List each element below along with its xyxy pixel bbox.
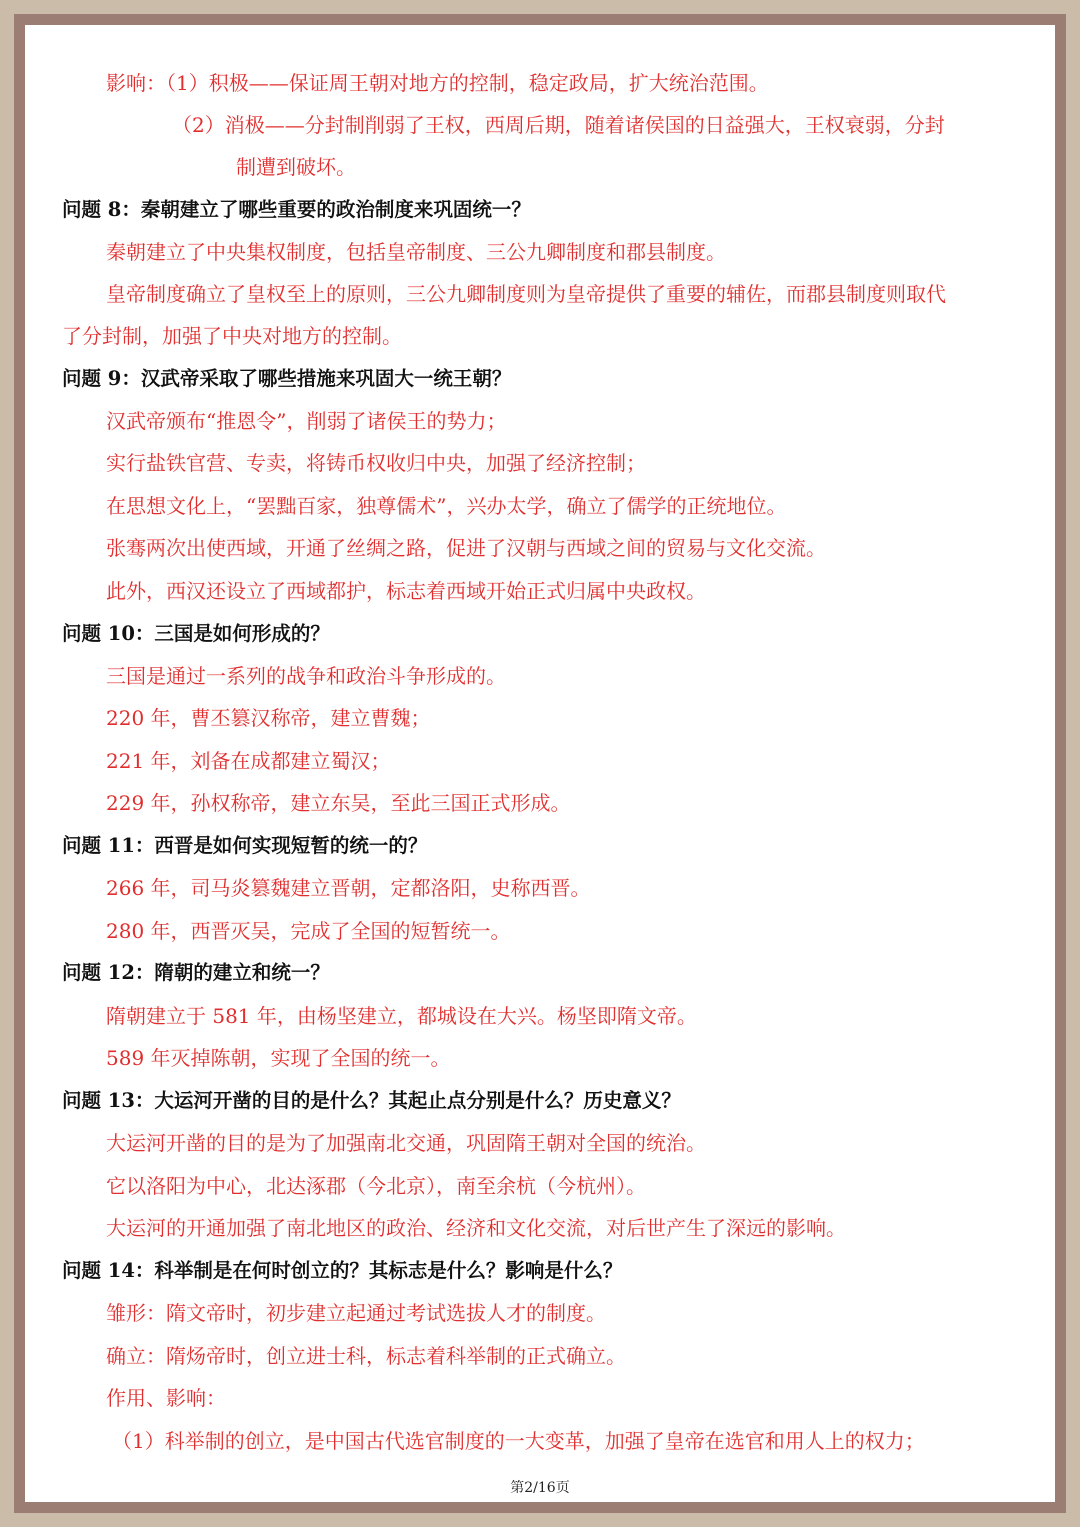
answer-line: 作用、影响： (106, 1386, 226, 1410)
answer-line: 制遭到破坏。 (236, 155, 356, 179)
answer-line: 隋朝建立于 581 年，由杨坚建立，都城设在大兴。杨坚即隋文帝。 (106, 1004, 697, 1028)
answer-line: 此外，西汉还设立了西域都护，标志着西域开始正式归属中央政权。 (106, 579, 706, 603)
question-heading: 问题 13：大运河开凿的目的是什么？其起止点分别是什么？历史意义？ (62, 1089, 681, 1112)
answer-line: 汉武帝颁布“推恩令”，削弱了诸侯王的势力； (106, 409, 507, 433)
answer-line: 秦朝建立了中央集权制度，包括皇帝制度、三公九卿制度和郡县制度。 (106, 240, 726, 264)
question-heading: 问题 8：秦朝建立了哪些重要的政治制度来巩固统一？ (62, 198, 531, 221)
answer-line: 266 年，司马炎篡魏建立晋朝，定都洛阳，史称西晋。 (106, 876, 591, 900)
answer-line: 了分封制，加强了中央对地方的控制。 (62, 324, 402, 348)
answer-line: （2）消极——分封制削弱了王权，西周后期，随着诸侯国的日益强大，王权衰弱，分封 (172, 113, 945, 137)
question-heading: 问题 14：科举制是在何时创立的？其标志是什么？影响是什么？ (62, 1259, 623, 1282)
answer-line: 实行盐铁官营、专卖，将铸币权收归中央，加强了经济控制； (106, 451, 646, 475)
answer-line: 589 年灭掉陈朝，实现了全国的统一。 (106, 1046, 451, 1070)
answer-line: 280 年，西晋灭吴，完成了全国的短暂统一。 (106, 919, 511, 943)
answer-line: 229 年，孙权称帝，建立东吴，至此三国正式形成。 (106, 791, 571, 815)
answer-line: 三国是通过一系列的战争和政治斗争形成的。 (106, 664, 506, 688)
answer-line: 大运河的开通加强了南北地区的政治、经济和文化交流，对后世产生了深远的影响。 (106, 1216, 846, 1240)
answer-line: 大运河开凿的目的是为了加强南北交通，巩固隋王朝对全国的统治。 (106, 1131, 706, 1155)
answer-line: 皇帝制度确立了皇权至上的原则，三公九卿制度则为皇帝提供了重要的辅佐，而郡县制度则取代 (106, 282, 946, 306)
answer-line: 在思想文化上，“罢黜百家，独尊儒术”，兴办太学，确立了儒学的正统地位。 (106, 494, 787, 518)
answer-line: 张骞两次出使西域，开通了丝绸之路，促进了汉朝与西域之间的贸易与文化交流。 (106, 536, 826, 560)
answer-line: 影响：（1）积极——保证周王朝对地方的控制，稳定政局，扩大统治范围。 (106, 71, 769, 95)
answer-line: 220 年，曹丕篡汉称帝，建立曹魏； (106, 706, 431, 730)
answer-line: 它以洛阳为中心，北达涿郡（今北京），南至余杭（今杭州）。 (106, 1174, 646, 1198)
page-number: 第2/16页 (510, 1480, 570, 1496)
question-heading: 问题 11：西晋是如何实现短暂的统一的？ (62, 834, 428, 857)
question-heading: 问题 12：隋朝的建立和统一？ (62, 961, 330, 984)
answer-line: 确立：隋炀帝时，创立进士科，标志着科举制的正式确立。 (106, 1344, 626, 1368)
question-heading: 问题 10：三国是如何形成的？ (62, 622, 330, 645)
answer-line: （1）科举制的创立，是中国古代选官制度的一大变革，加强了皇帝在选官和用人上的权力； (112, 1429, 925, 1453)
answer-line: 雏形：隋文帝时，初步建立起通过考试选拔人才的制度。 (106, 1301, 606, 1325)
answer-line: 221 年，刘备在成都建立蜀汉； (106, 749, 391, 773)
question-heading: 问题 9：汉武帝采取了哪些措施来巩固大一统王朝？ (62, 367, 512, 390)
